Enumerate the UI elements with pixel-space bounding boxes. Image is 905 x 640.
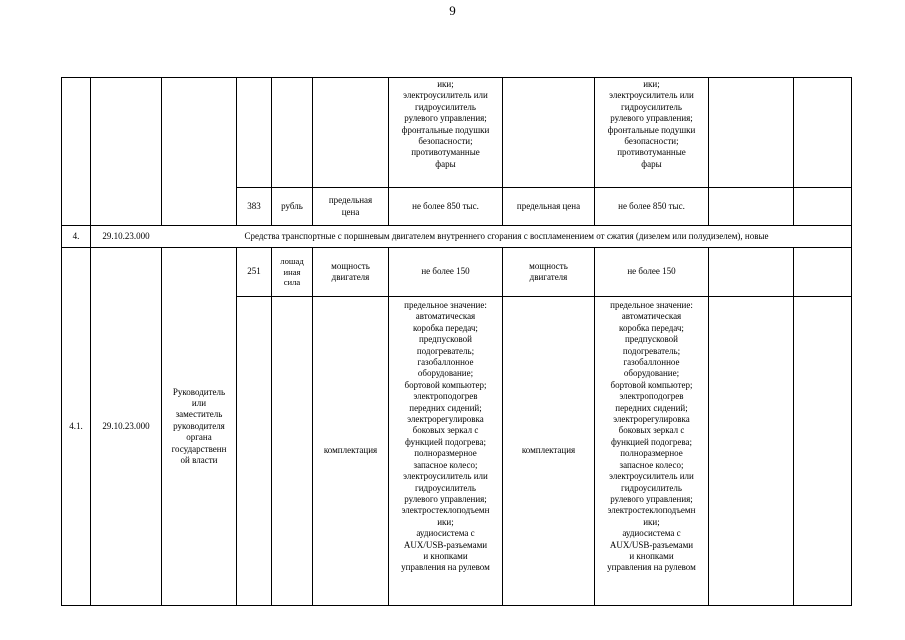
table-rule: [61, 605, 852, 606]
table-rule: [271, 247, 272, 606]
table-rule: [61, 77, 852, 78]
table-rule: [793, 77, 794, 226]
table-rule: [708, 247, 709, 606]
position-category-cell: Руководитель или заместитель руководителя органа государственн ой власти: [171, 386, 227, 466]
option-list-cell: ики; электроусилитель или гидроусилитель рулевого управления; фронтальные подушки безопасности; противотуманные фары: [401, 79, 490, 169]
characteristic-value-cell: не более 150: [627, 266, 676, 277]
option-list-cell: предельное значение: автоматическая коробка передач; предпусковой подогреватель; газобаллонное оборудование; бортовой компьютер; электроподогрев передних сидений; электрорегулировка боковых зеркал с функцией подогрева; полноразмерное запасное колесо; электроусилитель или гидроусилитель рулевого управления; электростеклоподъемн ики; аудиосистема с AUX/USB-разъемами и кнопками управления на рулевом: [401, 300, 490, 573]
okpd-code-cell: 29.10.23.000: [102, 230, 150, 241]
row-number-cell: 4.1.: [69, 420, 83, 431]
characteristic-name-cell: мощность двигателя: [331, 260, 370, 282]
page-number: 9: [449, 3, 456, 18]
okpd-code-cell: 29.10.23.000: [102, 420, 150, 431]
unit-code-cell: 383: [247, 200, 261, 211]
table-rule: [793, 247, 794, 606]
characteristic-value-cell: не более 150: [421, 266, 470, 277]
product-description-cell: Средства транспортные с поршневым двигателем внутреннего сгорания с воспламенением от сжатия (дизелем или полудизелем), новые: [244, 230, 769, 241]
characteristic-value-cell: не более 850 тыс.: [618, 200, 685, 211]
characteristic-value-cell: не более 850 тыс.: [412, 200, 479, 211]
table-rule: [708, 77, 709, 226]
option-list-cell: предельное значение: автоматическая коробка передач; предпусковой подогреватель; газобаллонное оборудование; бортовой компьютер; электроподогрев передних сидений; электрорегулировка боковых зеркал с функцией подогрева; полноразмерное запасное колесо; электроусилитель или гидроусилитель рулевого управления; электростеклоподъемн ики; аудиосистема с AUX/USB-разъемами и кнопками управления на рулевом: [607, 300, 696, 573]
table-rule: [236, 247, 237, 606]
characteristic-name-cell: комплектация: [521, 445, 576, 456]
unit-name-cell: рубль: [281, 200, 303, 211]
option-list-cell: ики; электроусилитель или гидроусилитель рулевого управления; фронтальные подушки безопасности; противотуманные фары: [607, 79, 696, 169]
characteristic-name-cell: предельная цена: [516, 200, 581, 211]
characteristic-name-cell: комплектация: [323, 445, 378, 456]
row-number-cell: 4.: [72, 230, 80, 241]
unit-name-cell: лошад иная сила: [280, 256, 304, 288]
characteristic-name-cell: мощность двигателя: [529, 260, 568, 282]
characteristic-name-cell: предельная цена: [328, 195, 373, 217]
table-rule: [90, 77, 91, 248]
table-rule: [161, 77, 162, 226]
unit-code-cell: 251: [247, 266, 261, 277]
table-rule: [851, 77, 852, 606]
